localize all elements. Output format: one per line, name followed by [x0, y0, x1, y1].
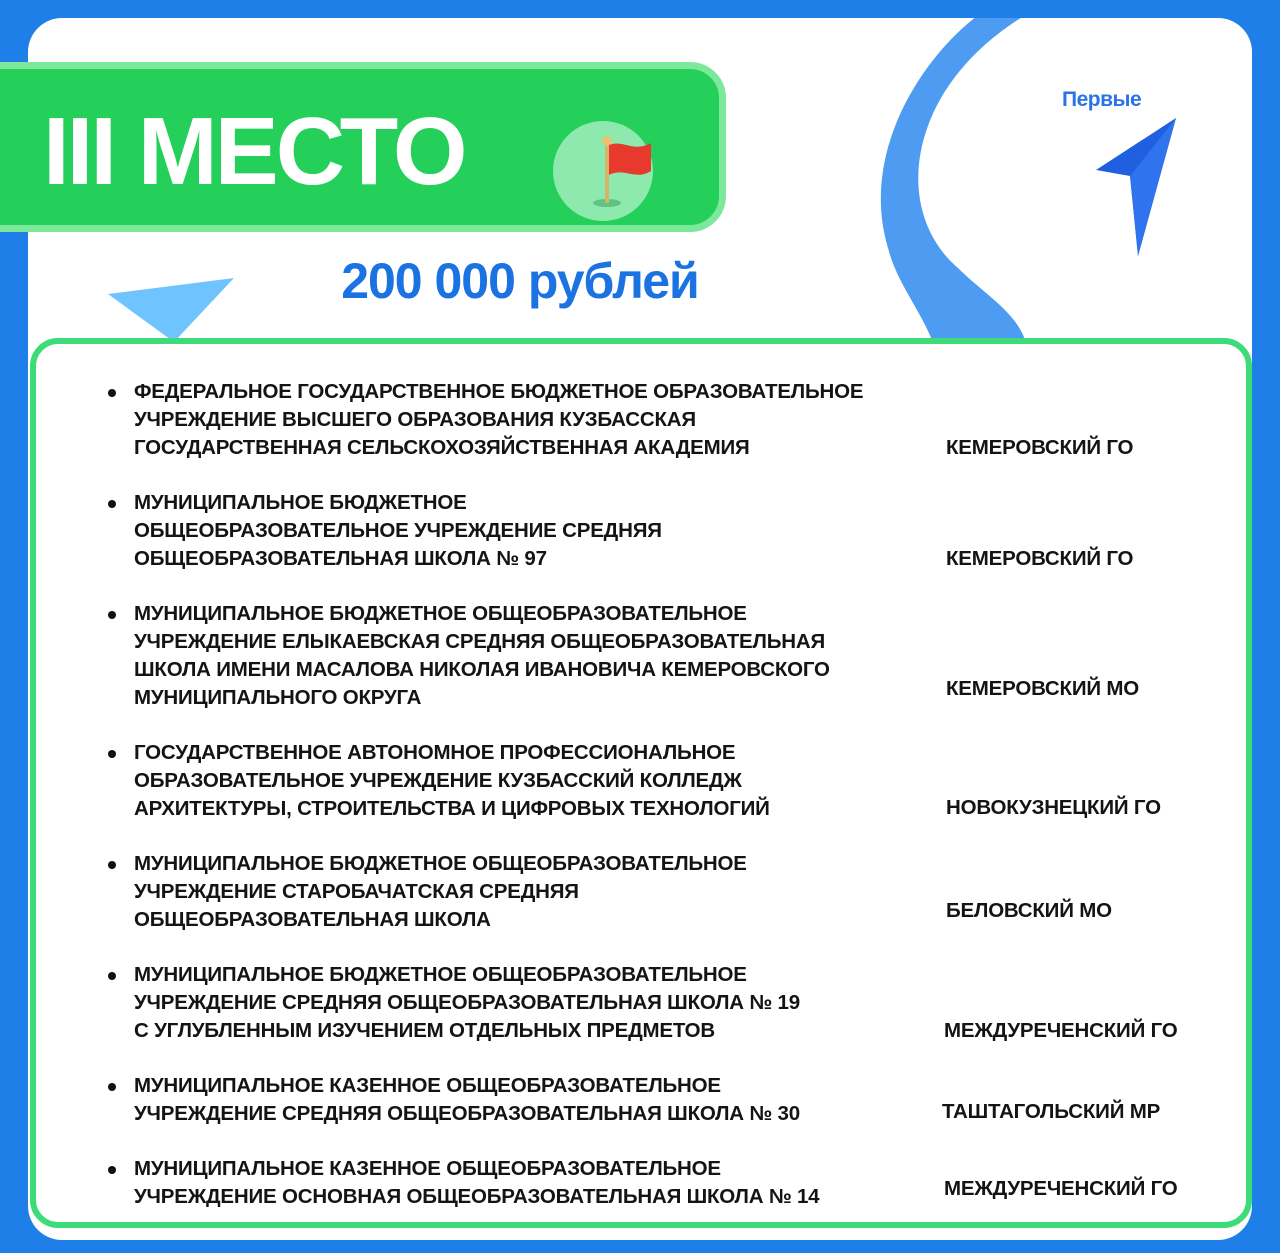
- organization-name: МУНИЦИПАЛЬНОЕ БЮДЖЕТНОЕ ОБЩЕОБРАЗОВАТЕЛЬНОЕ УЧРЕЖДЕНИЕ ЕЛЫКАЕВСКАЯ СРЕДНЯЯ ОБЩЕОБРАЗОВАТЕЛЬНАЯ ШКОЛА ИМЕНИ МАСАЛОВА НИКОЛАЯ ИВАНОВИЧА КЕМЕРОВСКОГО МУНИЦИПАЛЬНОГО ОКРУГА: [134, 602, 830, 709]
- organization-name: МУНИЦИПАЛЬНОЕ БЮДЖЕТНОЕ ОБЩЕОБРАЗОВАТЕЛЬНОЕ УЧРЕЖДЕНИЕ СРЕДНЯЯ ОБЩЕОБРАЗОВАТЕЛЬНАЯ ШКОЛА № 97: [134, 491, 662, 570]
- bullet-icon: [108, 1083, 116, 1091]
- decorative-triangle: [108, 272, 238, 342]
- organization-name: ГОСУДАРСТВЕННОЕ АВТОНОМНОЕ ПРОФЕССИОНАЛЬНОЕ ОБРАЗОВАТЕЛЬНОЕ УЧРЕЖДЕНИЕ КУЗБАССКИЙ КОЛЛЕДЖ АРХИТЕКТУРЫ, СТРОИТЕЛЬСТВА И ЦИФРОВЫХ ТЕХНОЛОГИЙ: [134, 741, 770, 820]
- bullet-icon: [108, 861, 116, 869]
- municipality-name: НОВОКУЗНЕЦКИЙ ГО: [946, 796, 1161, 819]
- municipality-name: КЕМЕРОВСКИЙ ГО: [946, 436, 1134, 459]
- number-one-arrow-icon: [1090, 114, 1180, 260]
- place-banner: [0, 62, 726, 232]
- organization-name: МУНИЦИПАЛЬНОЕ БЮДЖЕТНОЕ ОБЩЕОБРАЗОВАТЕЛЬНОЕ УЧРЕЖДЕНИЕ СРЕДНЯЯ ОБЩЕОБРАЗОВАТЕЛЬНАЯ ШКОЛА № 19 С УГЛУБЛЕННЫМ ИЗУЧЕНИЕМ ОТДЕЛЬНЫХ ПРЕДМЕТОВ: [134, 963, 800, 1042]
- logo-wordmark: Первые: [1062, 88, 1142, 111]
- organization-name: МУНИЦИПАЛЬНОЕ БЮДЖЕТНОЕ ОБЩЕОБРАЗОВАТЕЛЬНОЕ УЧРЕЖДЕНИЕ СТАРОБАЧАТСКАЯ СРЕДНЯЯ ОБЩЕОБРАЗОВАТЕЛЬНАЯ ШКОЛА: [134, 852, 747, 931]
- winners-list: [30, 338, 1252, 1228]
- municipality-name: ТАШТАГОЛЬСКИЙ МР: [942, 1100, 1161, 1123]
- municipality-name: МЕЖДУРЕЧЕНСКИЙ ГО: [944, 1177, 1178, 1200]
- bullet-icon: [108, 389, 116, 397]
- municipality-name: КЕМЕРОВСКИЙ ГО: [946, 547, 1134, 570]
- prize-amount: 200 000 рублей: [341, 253, 699, 309]
- bullet-icon: [108, 750, 116, 758]
- place-title: III МЕСТО: [43, 98, 465, 205]
- bullet-icon: [108, 972, 116, 980]
- organization-name: ФЕДЕРАЛЬНОЕ ГОСУДАРСТВЕННОЕ БЮДЖЕТНОЕ ОБРАЗОВАТЕЛЬНОЕ УЧРЕЖДЕНИЕ ВЫСШЕГО ОБРАЗОВАНИЯ КУЗБАССКАЯ ГОСУДАРСТВЕННАЯ СЕЛЬСКОХОЗЯЙСТВЕННАЯ АКАДЕМИЯ: [134, 380, 864, 459]
- organization-name: МУНИЦИПАЛЬНОЕ КАЗЕННОЕ ОБЩЕОБРАЗОВАТЕЛЬНОЕ УЧРЕЖДЕНИЕ ОСНОВНАЯ ОБЩЕОБРАЗОВАТЕЛЬНАЯ ШКОЛА № 14: [134, 1157, 820, 1208]
- municipality-name: КЕМЕРОВСКИЙ МО: [946, 677, 1140, 700]
- bullet-icon: [108, 500, 116, 508]
- municipality-name: МЕЖДУРЕЧЕНСКИЙ ГО: [944, 1019, 1178, 1042]
- municipality-name: БЕЛОВСКИЙ МО: [946, 899, 1112, 922]
- organization-name: МУНИЦИПАЛЬНОЕ КАЗЕННОЕ ОБЩЕОБРАЗОВАТЕЛЬНОЕ УЧРЕЖДЕНИЕ СРЕДНЯЯ ОБЩЕОБРАЗОВАТЕЛЬНАЯ ШКОЛА № 30: [134, 1074, 800, 1125]
- flag-icon: [551, 119, 655, 223]
- bullet-icon: [108, 611, 116, 619]
- bullet-icon: [108, 1166, 116, 1174]
